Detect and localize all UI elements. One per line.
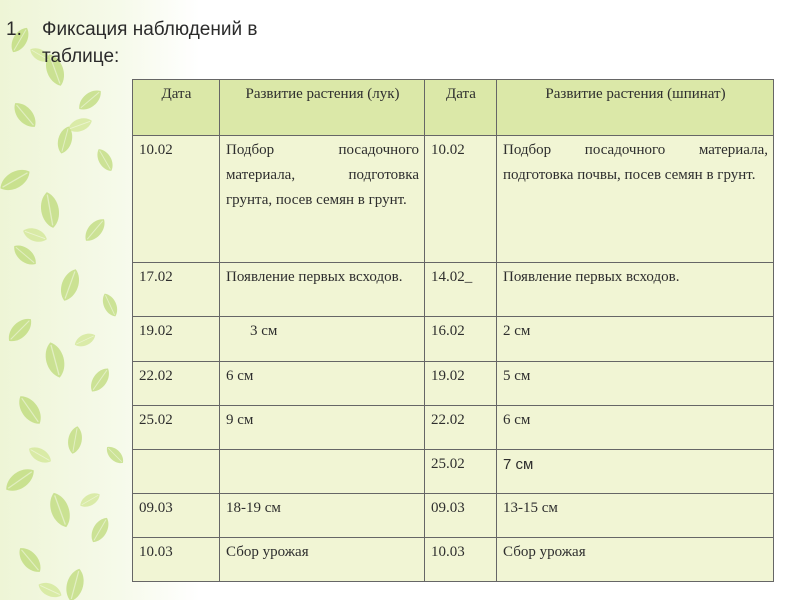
cell-onion: 9 см: [220, 406, 425, 450]
cell-spinach: Сбор урожая: [497, 538, 774, 582]
cell-spinach: 7 см: [497, 450, 774, 494]
table-row: [133, 263, 774, 317]
cell-date: 10.02: [133, 136, 220, 263]
table-row: [133, 317, 774, 362]
heading-number: 1.: [6, 19, 22, 40]
table-row: [133, 406, 774, 450]
cell-onion: Подбор посадочного материала, подготовка грунта, посев семян в грунт.: [220, 136, 425, 263]
table-row: [133, 136, 774, 263]
cell-date: 25.02: [133, 406, 220, 450]
cell-date: 14.02_: [425, 263, 497, 317]
cell-date: 17.02: [133, 263, 220, 317]
header-spinach: Развитие растения (шпинат): [497, 80, 774, 136]
cell-spinach: 6 см: [497, 406, 774, 450]
cell-date: 09.03: [133, 494, 220, 538]
table-row: [133, 494, 774, 538]
heading-text: Фиксация наблюдений в таблице:: [42, 19, 258, 67]
cell-date: 10.03: [425, 538, 497, 582]
cell-onion: 3 см: [220, 317, 425, 362]
cell-spinach: 5 см: [497, 362, 774, 406]
cell-spinach: 13-15 см: [497, 494, 774, 538]
cell-spinach: Подбор посадочного материала, подготовка почвы, посев семян в грунт.: [497, 136, 774, 263]
table-row: [133, 538, 774, 582]
cell-date: 16.02: [425, 317, 497, 362]
table-row: [133, 362, 774, 406]
cell-date: 10.03: [133, 538, 220, 582]
cell-onion: 18-19 см: [220, 494, 425, 538]
cell-spinach: 2 см: [497, 317, 774, 362]
cell-date: 10.02: [425, 136, 497, 263]
cell-onion: Появление первых всходов.: [220, 263, 425, 317]
cell-onion: 6 см: [220, 362, 425, 406]
cell-date: 22.02: [133, 362, 220, 406]
header-date-2: Дата: [425, 80, 497, 136]
cell-onion: [220, 450, 425, 494]
leaves-decoration: [0, 0, 150, 600]
cell-date: 19.02: [425, 362, 497, 406]
header-onion: Развитие растения (лук): [220, 80, 425, 136]
table-header-row: [133, 80, 774, 136]
cell-date: 19.02: [133, 317, 220, 362]
cell-date: 22.02: [425, 406, 497, 450]
header-date-1: Дата: [133, 80, 220, 136]
cell-spinach: Появление первых всходов.: [497, 263, 774, 317]
cell-date: [133, 450, 220, 494]
cell-date: 25.02: [425, 450, 497, 494]
cell-onion: Сбор урожая: [220, 538, 425, 582]
table-row: [133, 450, 774, 494]
observation-table: [132, 79, 774, 582]
cell-date: 09.03: [425, 494, 497, 538]
